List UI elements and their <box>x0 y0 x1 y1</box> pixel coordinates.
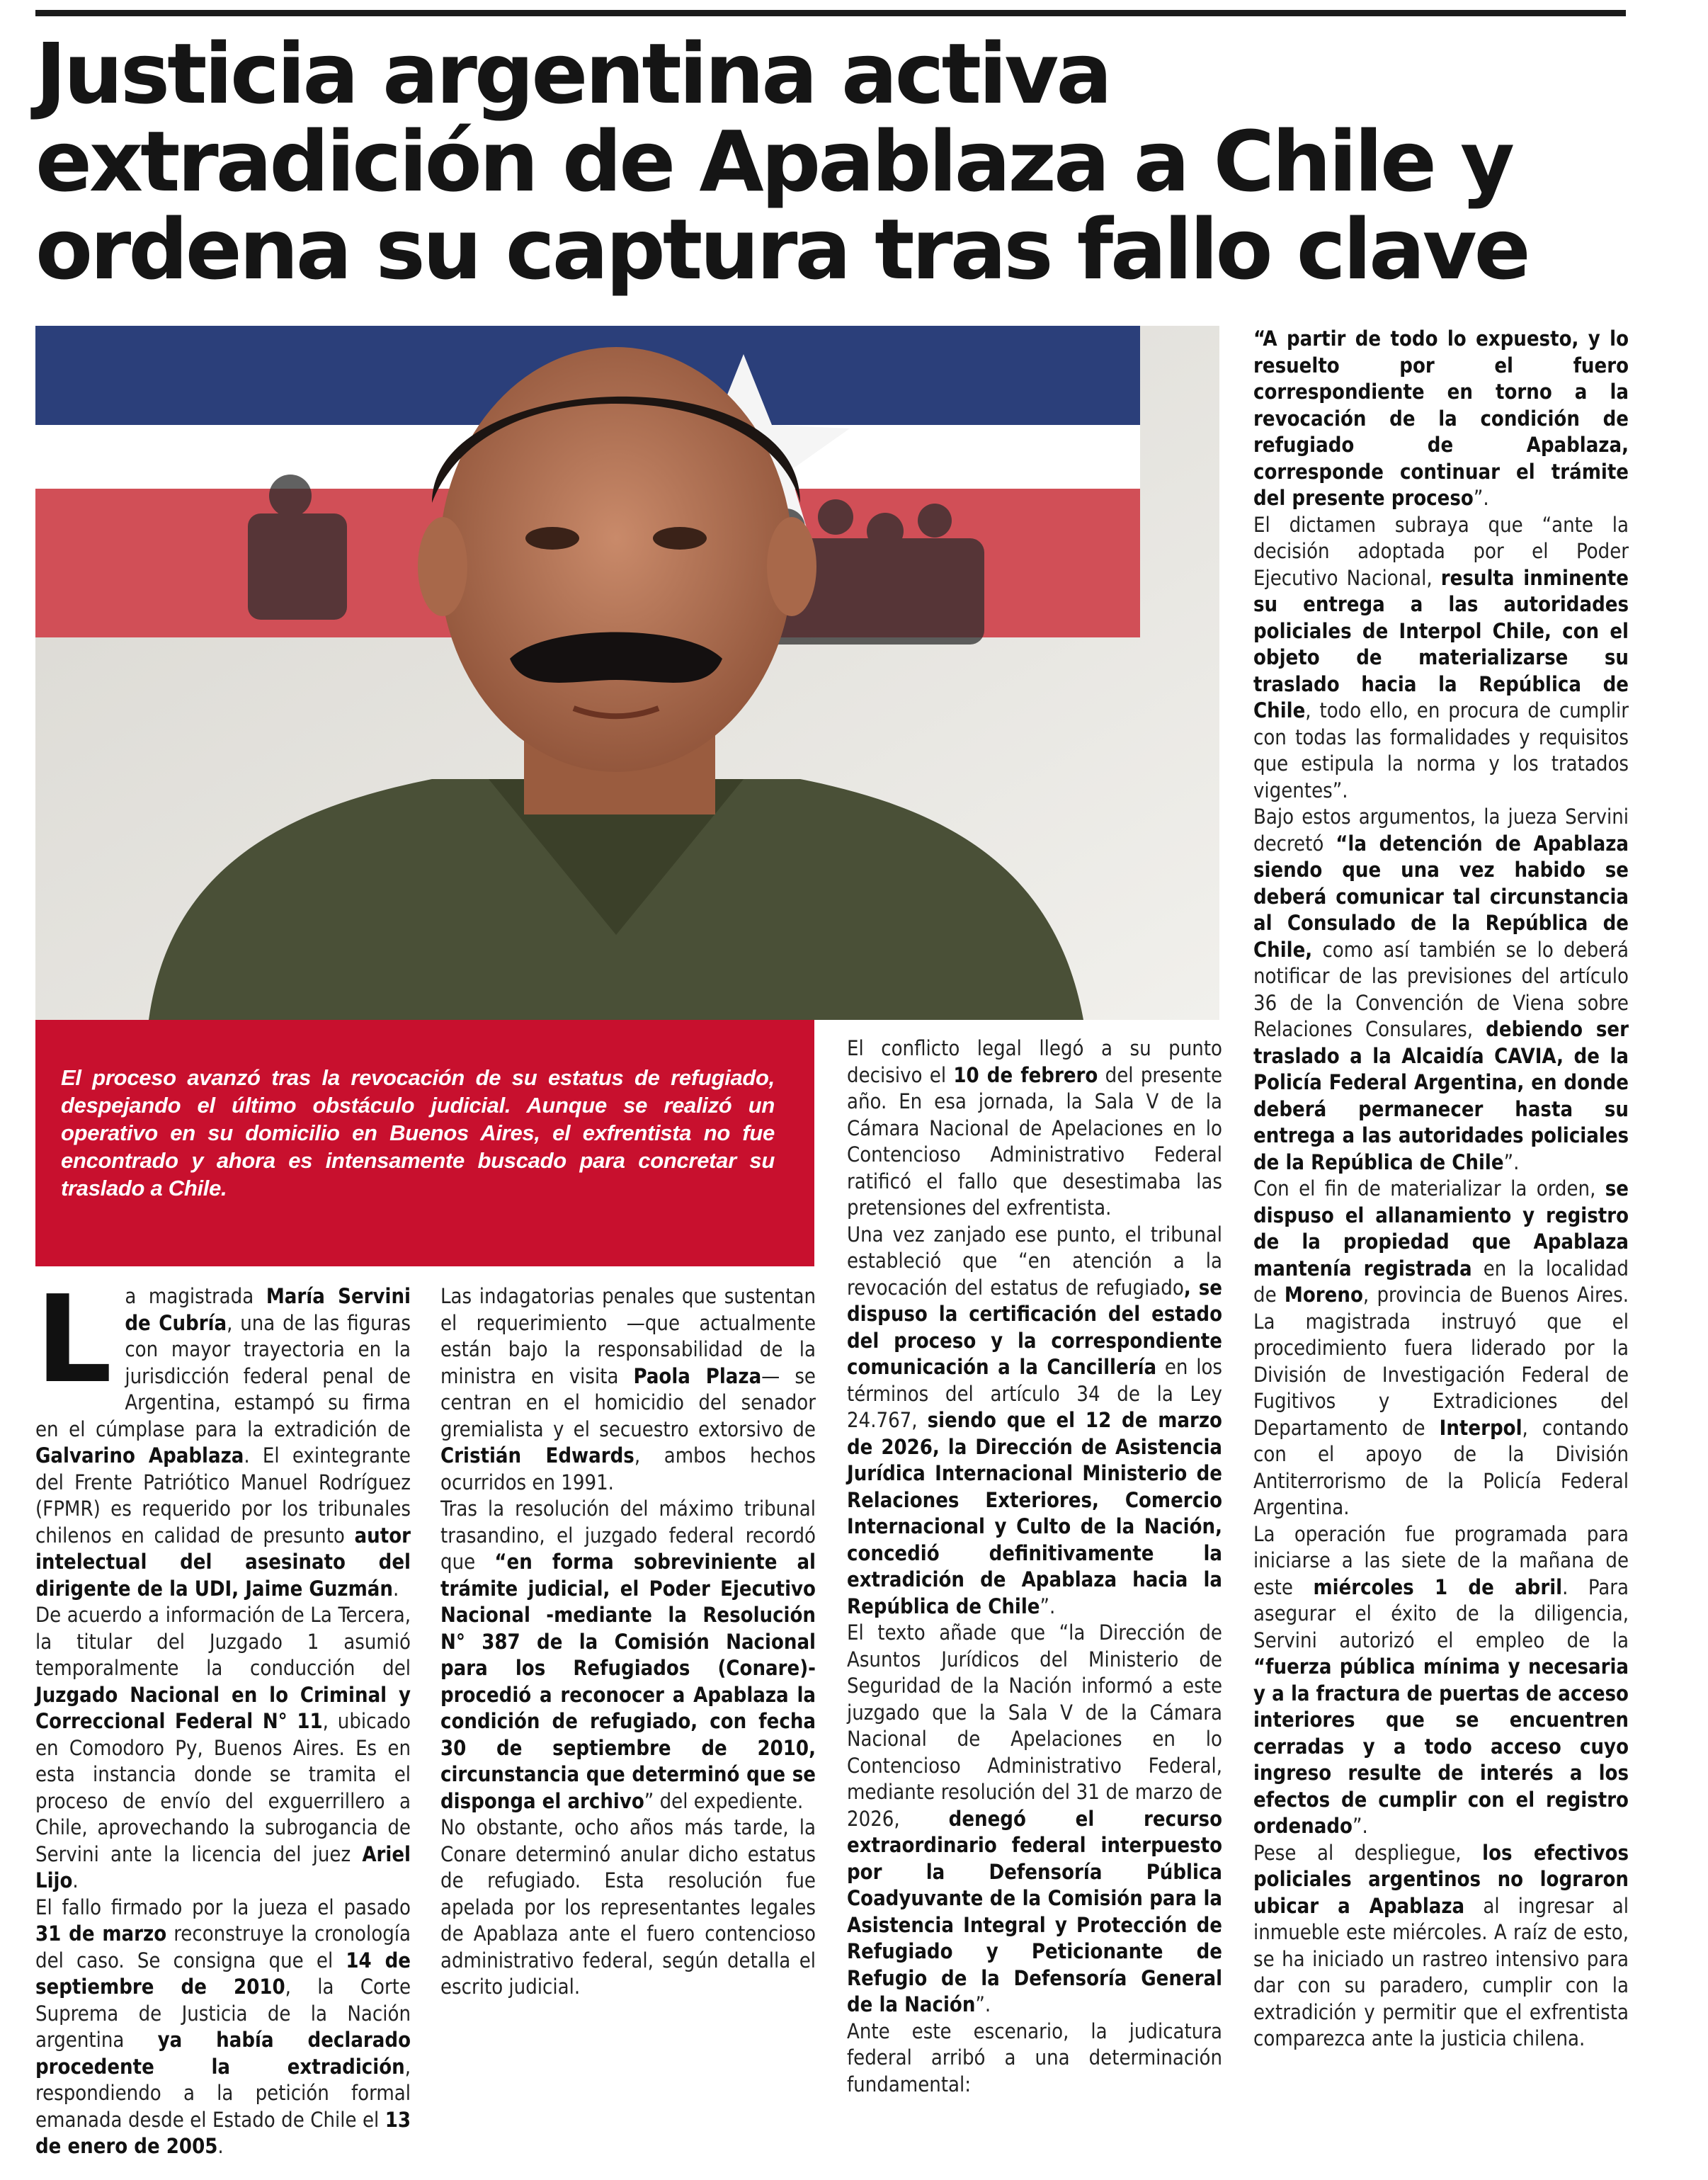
body-paragraph: El conflicto legal llegó a su punto decisivo el 10 de febrero del presente año. En esa jornada, la Sala V de la Cámara Nacional de Apelaciones en lo Contencioso Administrativo Federal ratificó el fallo que desestimaba las pretensiones del exfrentista. <box>847 1036 1222 1220</box>
drop-cap: L <box>35 1270 113 1410</box>
body-paragraph: “A partir de todo lo expuesto, y lo resuelto por el fuero correspondiente en torno a la revocación de la condición de refugiado de Apablaza, corresponde continuar el trámite del presente proceso”. <box>1253 327 1629 510</box>
body-paragraph: El fallo firmado por la jueza el pasado 31 de marzo reconstruye la cronología del caso. Se consigna que el 14 de septiembre de 2010, la Corte Suprema de Justicia de la Nación argentina ya había declarado procedente la extradición, respondiendo a la petición formal emanada desde el Estado de Chile el 13 de enero de 2005. <box>35 1895 411 2158</box>
body-paragraph: Pese al despliegue, los efectivos policiales argentinos no lograron ubicar a Apablaza al ingresar al inmueble este miércoles. A raíz de esto, se ha iniciado un rastreo intensivo para dar con su paradero, cumplir con la extradición y permitir que el exfrentista comparezca ante la justicia chilena. <box>1253 1840 1629 2050</box>
body-paragraph: Ante este escenario, la judicatura federal arribó a una determinación fundamental: <box>847 2019 1222 2096</box>
portrait-illustration <box>35 326 1219 1020</box>
body-column-2 <box>440 1283 816 2001</box>
body-paragraph: Bajo estos argumentos, la jueza Servini decretó “la detención de Apablaza siendo que una vez habido se deberá comunicar tal circunstancia al Consulado de la República de Chile, como así también se lo deberá notificar de las previsiones del artículo 36 de la Convención de Viena sobre Relaciones Consulares, debiendo ser traslado a la Alcaidía CAVIA, de la Policía Federal Argentina, en donde deberá permanecer hasta su entrega a las autoridades policiales de la República de Chile”. <box>1253 805 1629 1174</box>
lead-summary: El proceso avanzó tras la revocación de su estatus de refugiado, despejando el último obstáculo judicial. Aunque se realizó un operativo en su domicilio en Buenos Aires, el exfrentista no fue encontrado y ahora es intensamente buscado para concretar su traslado a Chile. <box>35 1020 814 1266</box>
body-paragraph: Tras la resolución del máximo tribunal trasandino, el juzgado federal recordó que “en forma sobreviniente al trámite judicial, el Poder Ejecutivo Nacional -mediante la Resolución N° 387 de la Comisión Nacional para los Refugiados (Conare)- procedió a reconocer a Apablaza la condición de refugiado, con fecha 30 de septiembre de 2010, circunstancia que determinó que se disponga el archivo” del expediente. <box>440 1497 816 1813</box>
body-column-1 <box>35 1270 411 2160</box>
body-column-4 <box>1253 326 1629 2053</box>
body-column-3 <box>847 1035 1222 2098</box>
body-paragraph: La operación fue programada para iniciarse a las siete de la mañana de este miércoles 1 de abril. Para asegurar el éxito de la diligencia, Servini autorizó el empleo de la “fuerza pública mínima y necesaria y a la fractura de puertas de acceso interiores que se encuentren cerradas y a todo acceso cuyo ingreso resulte de interés a los efectos de cumplir con el registro ordenado”. <box>1253 1521 1629 1838</box>
body-paragraph: El texto añade que “la Dirección de Asuntos Jurídicos del Ministerio de Seguridad de la Nación informó a este juzgado que la Sala V de la Cámara Nacional de Apelaciones en lo Contencioso Administrativo Federal, mediante resolución del 31 de marzo de 2026, denegó el recurso extraordinario federal interpuesto por la Defensoría Pública Coadyuvante de la Comisión para la Asistencia Integral y Protección de Refugiado y Peticionante de Refugio de la Defensoría General de la Nación”. <box>847 1620 1222 2016</box>
body-paragraph: Las indagatorias penales que sustentan el requerimiento —que actualmente están bajo la responsabilidad de la ministra en visita Paola Plaza— se centran en el homicidio del senador gremialista y el secuestro extorsivo de Cristián Edwards, ambos hechos ocurridos en 1991. <box>440 1284 816 1494</box>
body-paragraph: No obstante, ocho años más tarde, la Conare determinó anular dicho estatus de refugiado. Esta resolución fue apelada por los representantes legales de Apablaza ante el fuero contencioso administrativo federal, según detalla el escrito judicial. <box>440 1815 816 1999</box>
body-paragraph: El dictamen subraya que “ante la decisión adoptada por el Poder Ejecutivo Nacional, resulta inminente su entrega a las autoridades policiales de Interpol Chile, con el objeto de materializarse su traslado hacia la República de Chile, todo ello, en procura de cumplir con todas las formalidades y requisitos que estipula la norma y los tratados vigentes”. <box>1253 512 1629 802</box>
article-headline: Justicia argentina activa extradición de Apablaza a Chile y ordena su captura tras fallo clave <box>35 25 1528 298</box>
body-paragraph: De acuerdo a información de La Tercera, la titular del Juzgado 1 asumió temporalmente la conducción del Juzgado Nacional en lo Criminal y Correccional Federal N° 11, ubicado en Comodoro Py, Buenos Aires. Es en esta instancia donde se tramita el proceso de envío del exguerrillero a Chile, aprovechando la subrogancia de Servini ante la licencia del juez Ariel Lijo. <box>35 1603 411 1892</box>
body-paragraph: Con el fin de materializar la orden, se dispuso el allanamiento y registro de la propiedad que Apablaza mantenía registrada en la localidad de Moreno, provincia de Buenos Aires. La magistrada instruyó que el procedimiento fuera liderado por la División de Investigación Federal de Fugitivos y Extradiciones del Departamento de Interpol, contando con el apoyo de la División Antiterrorismo de la Policía Federal Argentina. <box>1253 1176 1629 1519</box>
top-rule <box>35 10 1626 16</box>
body-paragraph: Una vez zanjado ese punto, el tribunal estableció que “en atención a la revocación del estatus de refugiado, se dispuso la certificación del estado del proceso y la correspondiente comunicación a la Cancillería en los términos del artículo 34 de la Ley 24.767, siendo que el 12 de marzo de 2026, la Dirección de Asistencia Jurídica Internacional Ministerio de Relaciones Exteriores, Comercio Internacional y Culto de la Nación, concedió definitivamente la extradición de Apablaza hacia la República de Chile”. <box>847 1222 1223 1618</box>
article-photo <box>35 326 1219 1020</box>
body-paragraph: La magistrada María Servini de Cubría, una de las figuras con mayor trayectoria en la jurisdicción federal penal de Argentina, estampó su firma en el cúmplase para la extradición de Galvarino Apablaza. El exintegrante del Frente Patriótico Manuel Rodríguez (FPMR) es requerido por los tribunales chilenos en calidad de presunto autor intelectual del asesinato del dirigente de la UDI, Jaime Guzmán. <box>35 1270 411 1601</box>
